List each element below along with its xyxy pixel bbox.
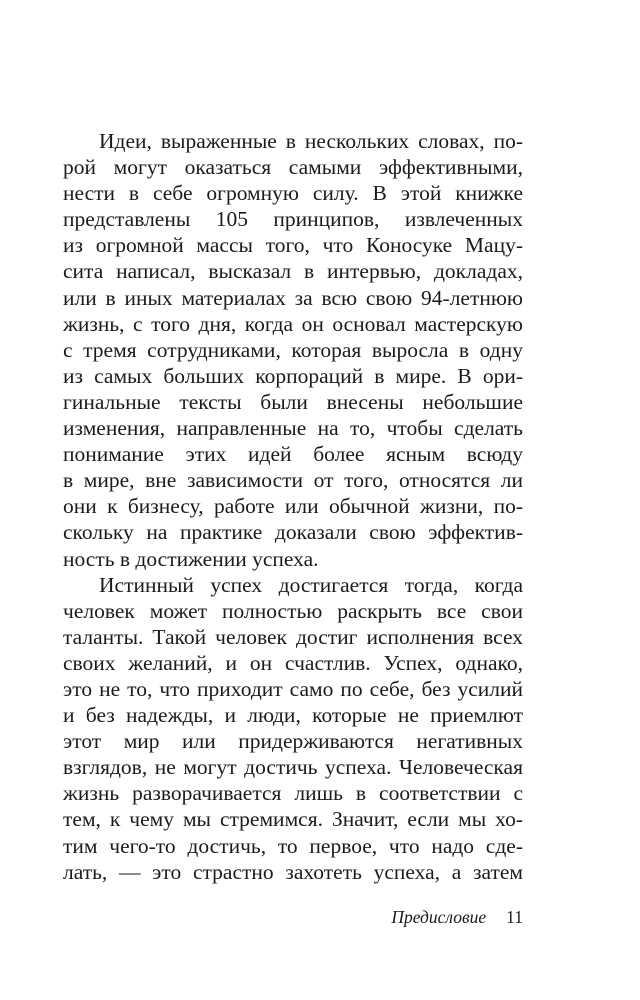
body-line: и без надежды, и люди, которые не приемлют	[63, 703, 523, 728]
body-line: нести в себе огромную силу. В этой книжке	[63, 181, 523, 206]
page-footer	[63, 906, 523, 928]
body-line: этот мир или придерживаются негативных	[63, 729, 523, 754]
footer-page-number: 11	[506, 907, 523, 927]
body-line: гинальные тексты были внесены небольшие	[63, 389, 523, 414]
body-line: Идеи, выраженные в нескольких словах, по-	[99, 129, 523, 153]
body-line: своих желаний, и он счастлив. Успех, однако,	[63, 650, 523, 675]
body-line: скольку на практике доказали свою эффектив-	[63, 520, 523, 545]
body-line: рой могут оказаться самыми эффективными,	[63, 155, 523, 180]
body-line: или в иных материалах за всю свою 94-летнюю	[63, 285, 523, 310]
text-block	[63, 128, 523, 885]
body-line: сита написал, высказал в интервью, докладах,	[63, 259, 523, 284]
body-line: жизнь, с того дня, когда он основал мастерскую	[63, 311, 523, 336]
body-line: лать, — это страстно захотеть успеха, а затем	[63, 859, 523, 884]
body-line: это не то, что приходит само по себе, без усилий	[63, 676, 523, 701]
body-line: из самых больших корпораций в мире. В ори-	[63, 363, 523, 388]
body-line: Истинный успех достигается тогда, когда	[99, 572, 523, 597]
body-line: человек может полностью раскрыть все свои	[63, 598, 523, 623]
paragraph	[63, 572, 523, 885]
body-line: изменения, направленные на то, чтобы сделать	[63, 416, 523, 441]
body-line: понимание этих идей более ясным всюду	[63, 442, 523, 467]
body-line: они к бизнесу, работе или обычной жизни, по-	[63, 494, 523, 519]
body-line: с тремя сотрудниками, которая выросла в одну	[63, 337, 523, 362]
body-line: взглядов, не могут достичь успеха. Человеческая	[63, 755, 523, 780]
body-line: тем, к чему мы стремимся. Значит, если мы хо-	[63, 807, 523, 832]
body-line: представлены 105 принципов, извлеченных	[63, 207, 523, 232]
paragraph	[63, 128, 523, 572]
body-line: жизнь разворачивается лишь в соответствии с	[63, 781, 523, 806]
body-line: из огромной массы того, что Коносуке Мацу-	[63, 233, 523, 258]
body-line: таланты. Такой человек достиг исполнения всех	[63, 624, 523, 649]
body-line: тим чего-то достичь, то первое, что надо сде-	[63, 833, 523, 858]
footer-section-title: Предисловие	[391, 907, 487, 927]
body-line: в мире, вне зависимости от того, относятся ли	[63, 468, 523, 493]
body-line: ность в достижении успеха.	[63, 546, 319, 571]
